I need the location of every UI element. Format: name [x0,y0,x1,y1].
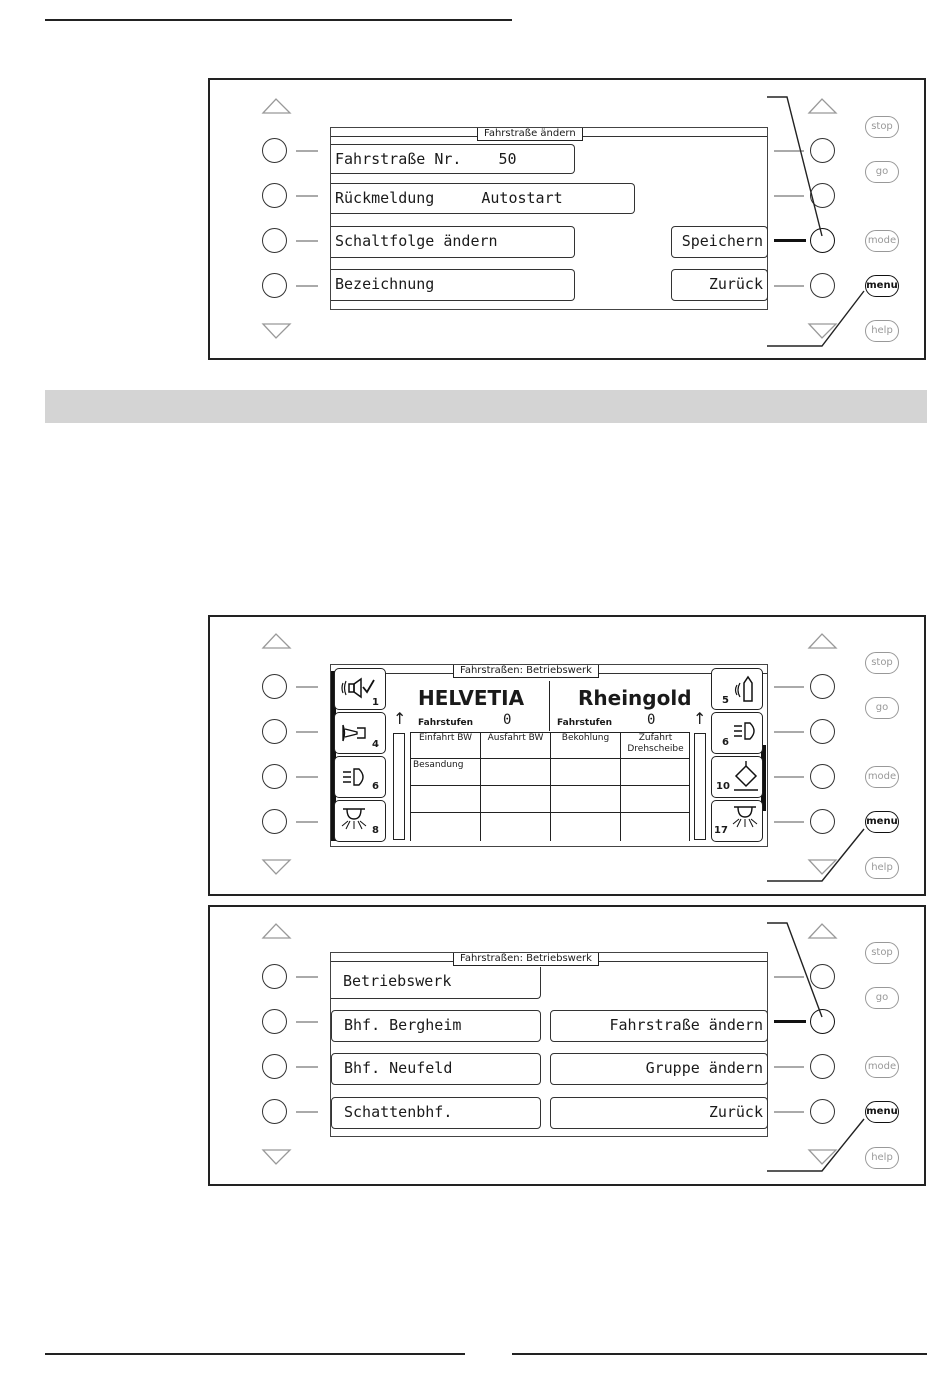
left-softkey-4[interactable] [262,273,287,298]
sound-horn-icon [341,677,375,699]
pointer-line [765,827,875,887]
route-table [410,732,690,841]
route-group-betriebswerk[interactable]: Betriebswerk [331,967,541,999]
mode-button[interactable]: mode [865,230,899,252]
leader-line [296,686,318,688]
menu-button[interactable]: menu [865,811,899,833]
stop-button[interactable]: stop [865,942,899,964]
leader-line [774,821,804,823]
leader-line [296,821,318,823]
help-button[interactable]: help [865,1147,899,1169]
scroll-up-icon[interactable] [262,98,292,114]
screen-title: Fahrstraße ändern [477,128,583,141]
function-key-number: 6 [722,737,729,748]
left-softkey-1[interactable] [262,674,287,699]
left-softkey-2[interactable] [262,719,287,744]
bottom-rule-right [512,1353,927,1355]
speed-bar-left [393,733,405,840]
lcd-screen-1 [330,127,768,310]
route-group-bergheim[interactable]: Bhf. Bergheim [331,1010,541,1042]
speed-bar-right [694,733,706,840]
screen-title: Fahrstraßen: Betriebswerk [453,953,599,966]
cab-light-icon [732,805,762,833]
left-softkey-2[interactable] [262,183,287,208]
scroll-up-icon[interactable] [262,923,292,939]
cab-light-icon [341,807,371,833]
stop-button[interactable]: stop [865,652,899,674]
scroll-up-icon[interactable] [808,633,838,649]
route-number-field[interactable] [331,144,575,174]
save-button[interactable]: Speichern [671,226,768,258]
route-group-neufeld[interactable]: Bhf. Neufeld [331,1053,541,1085]
direction-arrow-icon: ↑ [693,709,707,728]
coupler-icon [732,760,760,794]
top-rule [45,19,512,21]
pointer-lines [765,95,845,350]
table-cell[interactable]: Besandung [413,760,464,770]
menu-button[interactable]: menu [865,275,899,297]
route-value: 50 [498,150,517,168]
left-softkey-3[interactable] [262,1054,287,1079]
leader-line [296,240,318,242]
left-softkey-4[interactable] [262,809,287,834]
device-panel-2 [208,615,926,896]
left-softkey-1[interactable] [262,138,287,163]
left-softkey-3[interactable] [262,228,287,253]
table-header: Bekohlung [561,733,610,743]
function-key-6-right[interactable] [711,712,763,754]
leader-line [296,285,318,287]
scroll-down-icon[interactable] [262,1149,292,1165]
back-button[interactable]: Zurück [550,1097,768,1129]
function-key-10[interactable] [711,756,763,798]
function-key-number: 1 [372,697,379,708]
pointer-lines [765,921,875,1177]
leader-line [774,731,804,733]
feedback-label: Rückmeldung [335,189,435,207]
function-key-number: 6 [372,781,379,792]
function-key-1[interactable] [334,668,386,710]
function-key-6[interactable] [334,756,386,798]
scroll-up-icon[interactable] [262,633,292,649]
mode-button[interactable]: mode [865,1056,899,1078]
leader-line [774,686,804,688]
direction-arrow-icon: ↑ [393,709,407,728]
function-key-number: 17 [714,825,728,836]
right-softkey-1[interactable] [810,674,835,699]
leader-line [296,1111,318,1113]
scroll-down-icon[interactable] [262,859,292,875]
loco-2-name: Rheingold [578,686,692,710]
leader-line [296,195,318,197]
feedback-field[interactable] [331,183,635,214]
scroll-down-icon[interactable] [262,323,292,339]
right-softkey-3[interactable] [810,764,835,789]
function-key-4[interactable] [334,712,386,754]
function-key-number: 10 [716,781,730,792]
go-button[interactable]: go [865,987,899,1009]
function-key-5[interactable] [711,668,763,710]
route-group-schattenbhf[interactable]: Schattenbhf. [331,1097,541,1129]
loco-2-speed-value: 0 [647,712,656,728]
back-button[interactable]: Zurück [671,269,768,301]
device-panel-1 [208,78,926,360]
leader-line [296,976,318,978]
bottom-rule-left [45,1353,465,1355]
mode-button[interactable]: mode [865,766,899,788]
menu-button[interactable]: menu [865,1101,899,1123]
designation-button[interactable]: Bezeichnung [331,269,575,301]
left-softkey-4[interactable] [262,1099,287,1124]
left-softkey-2[interactable] [262,1009,287,1034]
loco-divider [549,681,550,731]
screen-title: Fahrstraßen: Betriebswerk [453,665,599,678]
function-key-number: 5 [722,695,729,706]
lcd-screen-3 [330,952,768,1137]
horn-icon [341,723,371,743]
lcd-screen-2 [330,664,768,847]
loco-1-name: HELVETIA [418,686,525,710]
table-header: Einfahrt BW [418,733,473,743]
function-key-8[interactable] [334,800,386,842]
go-button[interactable]: go [865,697,899,719]
change-route-button[interactable]: Fahrstraße ändern [550,1010,768,1042]
device-panel-3 [208,905,926,1186]
leader-line [296,1021,318,1023]
loco-2-speed-label: Fahrstufen [557,718,613,728]
right-softkey-2[interactable] [810,719,835,744]
table-header: Ausfahrt BW [487,733,544,743]
leader-line [296,731,318,733]
function-key-17[interactable] [711,800,763,842]
table-header: Zufahrt Drehscheibe [627,733,684,754]
stop-button[interactable]: stop [865,116,899,138]
signal-sound-icon [734,675,760,703]
section-band [45,390,927,423]
leader-line [296,1066,318,1068]
loco-1-speed-label: Fahrstufen [418,718,474,728]
go-button[interactable]: go [865,161,899,183]
left-softkey-3[interactable] [262,764,287,789]
feedback-value: Autostart [481,189,563,207]
leader-line [296,150,318,152]
function-key-number: 4 [372,739,379,750]
loco-1-speed-value: 0 [503,712,512,728]
leader-line [296,776,318,778]
help-button[interactable]: help [865,857,899,879]
left-softkey-1[interactable] [262,964,287,989]
function-key-number: 8 [372,825,379,836]
help-button[interactable]: help [865,320,899,342]
headlight-icon [732,721,760,741]
change-group-button[interactable]: Gruppe ändern [550,1053,768,1085]
headlight-icon [341,767,371,787]
switch-sequence-button[interactable]: Schaltfolge ändern [331,226,575,258]
leader-line [774,776,804,778]
route-label: Fahrstraße Nr. [335,150,462,168]
